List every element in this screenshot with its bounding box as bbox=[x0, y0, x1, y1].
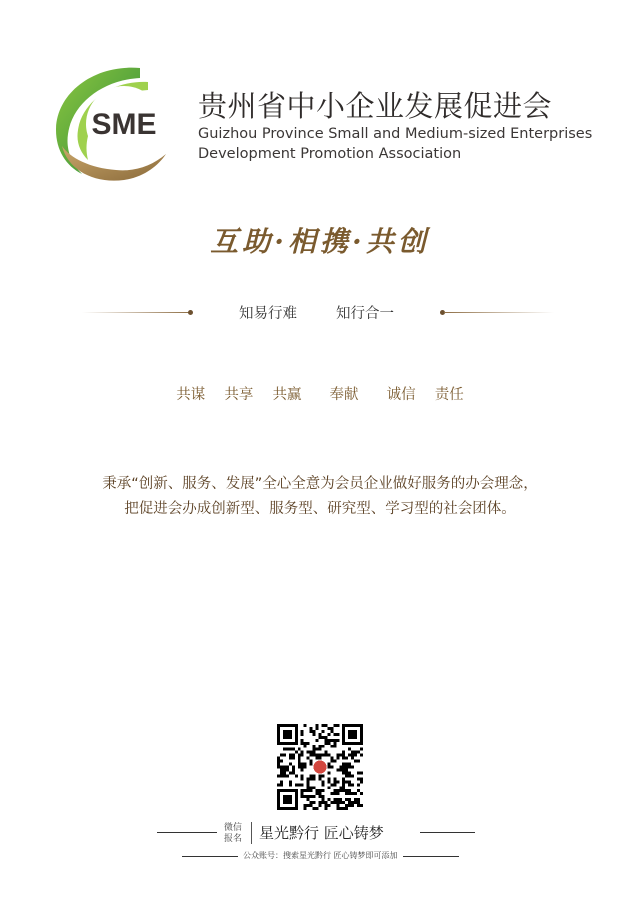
values-row bbox=[0, 383, 640, 404]
mission-line-1: 秉承“创新、服务、发展”全心全意为会员企业做好服务的办会理念， bbox=[102, 476, 538, 492]
divider-dot-left bbox=[188, 310, 193, 315]
divider-right bbox=[444, 312, 554, 313]
org-name-en-line1: Guizhou Province Small and Medium-sized Enterprises bbox=[198, 126, 593, 142]
divider-left bbox=[82, 312, 190, 313]
qr-center-logo-icon bbox=[313, 760, 326, 773]
footer-brand: 星光黔行 匠心铸梦 bbox=[259, 824, 384, 842]
note-line-right bbox=[403, 856, 459, 857]
value-item: 诚信 bbox=[386, 387, 416, 403]
wechat-label bbox=[224, 823, 242, 845]
logo-sme-text: SME bbox=[91, 108, 157, 141]
value-item: 共享 bbox=[224, 387, 254, 403]
sme-logo bbox=[48, 62, 178, 182]
value-item: 奉献 bbox=[329, 387, 359, 403]
value-item: 责任 bbox=[434, 387, 464, 403]
footer-line-right bbox=[420, 832, 475, 833]
org-name-block bbox=[198, 88, 592, 164]
footer-line-left bbox=[157, 832, 217, 833]
wechat-label-2: 报名 bbox=[224, 834, 243, 844]
qr-code[interactable] bbox=[277, 724, 363, 810]
mission-statement bbox=[0, 472, 640, 522]
note-line-left bbox=[182, 856, 238, 857]
org-name-cn: 贵州省中小企业发展促进会 bbox=[198, 89, 553, 123]
motto-1: 知易行难 bbox=[239, 306, 297, 322]
mission-line-2: 把促进会办成创新型、服务型、研究型、学习型的社会团体。 bbox=[124, 501, 516, 517]
value-item: 共赢 bbox=[272, 387, 302, 403]
footer-note: 公众账号：搜索星光黔行 匠心铸梦即可添加 bbox=[243, 851, 398, 860]
wechat-label-1: 微信 bbox=[224, 823, 243, 833]
org-name-en-line2: Development Promotion Association bbox=[198, 146, 462, 162]
motto-2: 知行合一 bbox=[336, 306, 394, 322]
value-item: 共谋 bbox=[176, 387, 206, 403]
footer-separator bbox=[251, 822, 252, 844]
slogan: 互助·相携·共创 bbox=[210, 225, 430, 258]
